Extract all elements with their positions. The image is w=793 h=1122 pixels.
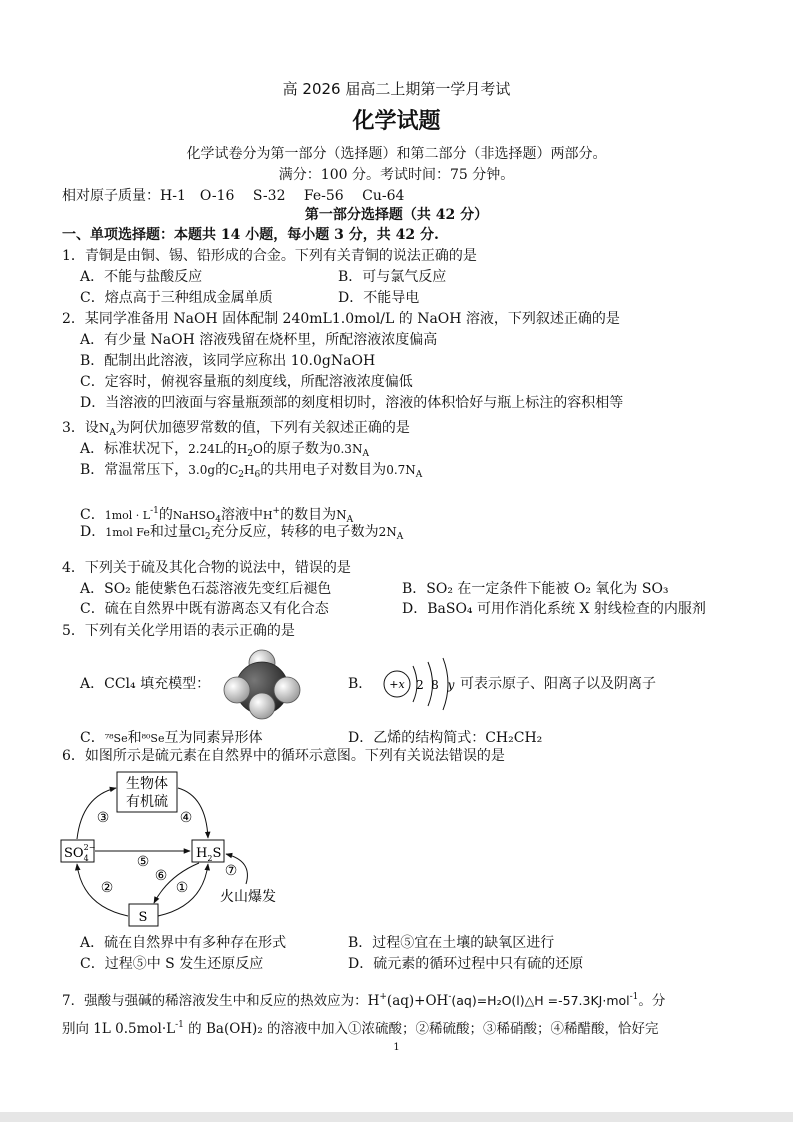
q4-option-b: B．SO₂ 在一定条件下能被 O₂ 氧化为 SO₃ xyxy=(402,581,669,597)
process-6-label: ⑥ xyxy=(154,868,168,884)
q3-stem-post: 为阿伏加德罗常数的值，下列有关叙述正确的是 xyxy=(115,420,410,436)
q3-b-value-sub: A xyxy=(415,470,423,480)
q1-option-d: D．不能导电 xyxy=(338,290,420,306)
q3-c-text2: 溶液中 xyxy=(220,507,263,523)
sulfur-cycle-diagram xyxy=(58,766,298,930)
shell2-electrons: 8 xyxy=(431,678,439,692)
q3-na: N xyxy=(98,421,110,435)
process-3-label: ③ xyxy=(96,810,110,826)
exam-year: 2026 xyxy=(302,80,341,98)
q1-option-b: B．可与氯气反应 xyxy=(338,269,447,285)
q7-l1-g: 。分 xyxy=(638,993,666,1009)
exam-intro: 化学试卷分为第一部分（选择题）和第二部分（非选择题）两部分。 xyxy=(186,146,607,162)
q3-a-volume: 2.24L xyxy=(188,442,223,456)
bio-label-line2: 有机硫 xyxy=(126,794,168,810)
q3-b-mass: 3.0g xyxy=(188,463,216,477)
q3-d-cl: Cl xyxy=(191,525,205,539)
process-5-label: ⑤ xyxy=(136,854,150,870)
q5-c-text: 互为同素异形体 xyxy=(164,730,263,746)
part1-title: 第一部分选择题（共 42 分） xyxy=(304,207,489,223)
q6-option-d: D．硫元素的循环过程中只有硫的还原 xyxy=(348,956,584,972)
shell3-electrons: y xyxy=(447,678,455,692)
q3-c-text3: 的数目为 xyxy=(280,507,337,523)
q3-d-value-sub: A xyxy=(396,532,404,542)
q3-c-n: N xyxy=(336,508,347,522)
q4-option-d: D．BaSO₄ 可用作消化系统 X 射线检查的内服剂 xyxy=(402,601,706,617)
q2-option-c: C．定容时，俯视容量瓶的刻度线，所配溶液浓度偏低 xyxy=(80,374,413,390)
q5-c-label: C． xyxy=(80,730,105,746)
process-4-label: ④ xyxy=(179,810,193,826)
q3-a-o: O xyxy=(253,442,263,456)
q3-d-cl-sub: 2 xyxy=(204,532,211,542)
q5-option-b-text: 可表示原子、阳离子以及阴离子 xyxy=(460,676,656,692)
q3-b-c: C xyxy=(229,463,239,477)
exam-name xyxy=(0,80,793,98)
q3-b-h-sub: 6 xyxy=(254,470,261,480)
q4-stem: 4．下列关于硫及其化合物的说法中，错误的是 xyxy=(62,560,351,576)
q3-b-text2: 的 xyxy=(215,462,230,478)
q3-a-h: H xyxy=(236,442,248,456)
q3-option-d xyxy=(80,523,403,546)
q3-d-label: D． xyxy=(80,524,106,540)
q3-c-h: H xyxy=(262,509,273,522)
q3-c-n-sub: A xyxy=(346,515,354,525)
q7-l2-a: 别向 1L 0.5mol·L xyxy=(62,1021,176,1037)
q3-na-sub: A xyxy=(109,428,116,438)
q3-d-fe: 1mol Fe xyxy=(105,526,150,539)
section1-title: 一、单项选择题：本题共 14 小题，每小题 3 分，共 42 分. xyxy=(62,227,439,243)
q5-option-b-label: B． xyxy=(348,676,373,692)
q3-c-conc-sup: -1 xyxy=(150,506,159,516)
q3-c-conc: 1mol · L xyxy=(104,509,151,522)
shell1-electrons: 2 xyxy=(416,678,424,692)
q3-stem-pre: 3．设 xyxy=(62,420,99,436)
q3-a-value: 0.3N xyxy=(332,442,363,456)
bio-label-line1: 生物体 xyxy=(126,776,168,792)
q7-l1-f: -1 xyxy=(629,992,639,1002)
ccl4-space-filling-model xyxy=(220,648,304,720)
q3-option-b xyxy=(80,461,422,484)
q3-d-text2: 充分反应，转移的电子数为 xyxy=(210,524,379,540)
q2-option-a: A．有少量 NaOH 溶液残留在烧杯里，所配溶液浓度偏高 xyxy=(80,332,438,348)
q3-c-salt: NaHSO xyxy=(172,509,216,522)
q4-option-c: C．硫在自然界中既有游离态又有化合态 xyxy=(80,601,329,617)
q7-l1-b: + xyxy=(379,992,387,1002)
q5-option-d: D．乙烯的结构简式：CH₂CH₂ xyxy=(348,730,543,746)
q7-l1-d: - xyxy=(448,992,452,1002)
q5-option-c xyxy=(80,729,262,748)
q5-c-and: 和 xyxy=(127,730,142,746)
process-2-label: ② xyxy=(100,880,114,896)
q5-option-a: A．CCl₄ 填充模型： xyxy=(80,676,211,692)
sulfur-label: S xyxy=(138,910,148,925)
q3-c-h-sup: + xyxy=(272,506,281,516)
q1-option-c: C．熔点高于三种组成金属单质 xyxy=(80,290,273,306)
q7-l2-b: -1 xyxy=(175,1020,184,1030)
q3-b-h: H xyxy=(243,463,255,477)
score-time: 满分：100 分。考试时间：75 分钟。 xyxy=(278,167,515,183)
volcano-label: 火山爆发 xyxy=(220,889,276,905)
q1-option-a: A．不能与盐酸反应 xyxy=(80,269,203,285)
h2s-label: $H_2S$ xyxy=(196,846,222,863)
q2-stem: 2．某同学准备用 NaOH 固体配制 240mL1.0mol/L 的 NaOH 溶液，下列叙述正确的是 xyxy=(62,311,620,327)
q3-c-text1: 的 xyxy=(158,507,173,523)
page-number: 1 xyxy=(393,1042,400,1053)
nucleus-charge: +x xyxy=(389,678,405,691)
q2-option-b: B．配制出此溶液，该同学应称出 10.0gNaOH xyxy=(80,353,376,369)
exam-prefix: 高 xyxy=(282,80,298,98)
q3-c-salt-sub: 4 xyxy=(215,515,221,525)
sulfate-label: $SO_42-$ xyxy=(64,843,96,863)
q3-a-text2: 的 xyxy=(222,441,237,457)
q3-stem xyxy=(62,419,410,442)
q7-line2 xyxy=(62,1016,659,1038)
q7-l1-e: (aq)=H₂O(l)△H =-57.3KJ·mol xyxy=(451,993,630,1008)
q3-b-c-sub: 2 xyxy=(238,470,244,480)
page-bottom-bar xyxy=(0,1112,793,1122)
q3-d-value: 2N xyxy=(378,525,397,539)
q3-b-text3: 的共用电子对数目为 xyxy=(260,462,387,478)
q1-stem: 1．青铜是由铜、锡、铅形成的合金。下列有关青铜的说法正确的是 xyxy=(62,248,477,264)
atomic-mass: 相对原子质量：H-1 O-16 S-32 Fe-56 Cu-64 xyxy=(62,188,405,204)
q3-a-text1: A．标准状况下， xyxy=(80,441,189,457)
q6-option-b: B．过程⑤宜在土壤的缺氧区进行 xyxy=(348,935,555,951)
q6-option-a: A．硫在自然界中有多种存在形式 xyxy=(80,935,287,951)
q7-l1-a: 7．强酸与强碱的稀溶液发生中和反应的热效应为：H xyxy=(62,993,380,1009)
q7-line1 xyxy=(62,988,665,1010)
q7-l2-c: 的 Ba(OH)₂ 的溶液中加入①浓硫酸；②稀硫酸；③稀硝酸；④稀醋酸，恰好完 xyxy=(183,1021,659,1037)
q3-b-value: 0.7N xyxy=(386,463,416,477)
q3-c-label: C． xyxy=(80,507,105,523)
q3-b-text1: B．常温常压下， xyxy=(80,462,189,478)
q3-a-h-sub: 2 xyxy=(247,449,254,459)
exam-suffix: 届高二上期第一学月考试 xyxy=(345,80,511,98)
q3-a-value-sub: A xyxy=(362,449,369,459)
q3-a-text3: 的原子数为 xyxy=(262,441,333,457)
q4-option-a: A．SO₂ 能使紫色石蕊溶液先变红后褪色 xyxy=(80,581,332,597)
q7-l1-c: (aq)+OH xyxy=(386,993,449,1009)
q6-stem: 6．如图所示是硫元素在自然界中的循环示意图。下列有关说法错误的是 xyxy=(62,748,505,764)
q6-option-c: C．过程⑤中 S 发生还原反应 xyxy=(80,956,264,972)
page-title: 化学试题 xyxy=(352,108,441,134)
q3-option-a xyxy=(80,440,369,463)
q5-stem: 5．下列有关化学用语的表示正确的是 xyxy=(62,623,295,639)
q3-d-text1: 和过量 xyxy=(149,524,192,540)
q2-option-d: D．当溶液的凹液面与容量瓶颈部的刻度相切时，溶液的体积恰好与瓶上标注的容积相等 xyxy=(80,395,624,411)
atomic-structure-diagram xyxy=(380,654,460,714)
q5-c-isotope2: ⁸⁰Se xyxy=(141,732,165,745)
process-7-label: ⑦ xyxy=(224,863,238,879)
q5-c-isotope1: ⁷⁸Se xyxy=(104,732,128,745)
process-1-label: ① xyxy=(175,880,189,896)
